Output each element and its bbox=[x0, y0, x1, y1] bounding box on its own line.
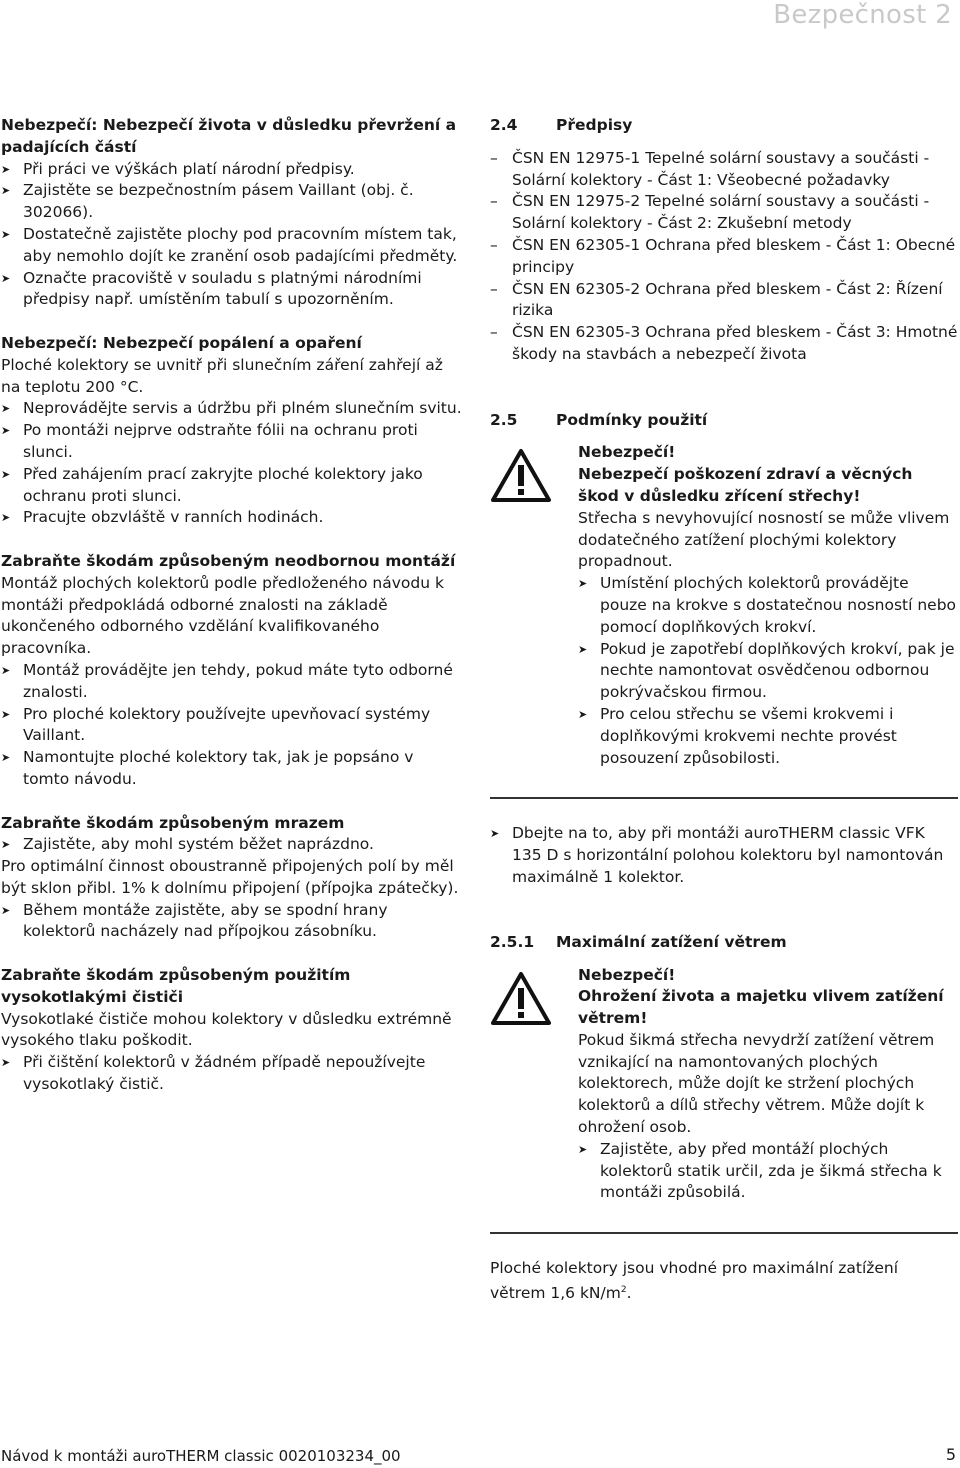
warning-text: Pokud šikmá střecha nevydrží zatížení větrem vznikající na namontovaných plochých kolektorech, může dojít ke stržení plochých kolektorů a dílů střechy větrem. Může dojít k ohrožení osob. bbox=[578, 1030, 935, 1137]
bullet-item: ➤ Umístění plochých kolektorů provádějte pouze na krokve s dostatečnou nosností nebo pomocí doplňkových krokví. bbox=[578, 573, 958, 638]
warning-label: Nebezpečí! bbox=[578, 965, 676, 984]
bullet-item: ➤ Při práci ve výškách platí národní předpisy. bbox=[1, 159, 463, 181]
footer-document-title: Návod k montáži auroTHERM classic 0020103234_00 bbox=[1, 1447, 401, 1465]
warning-title: Nebezpečí poškození zdraví a věcných škod v důsledku zřícení střechy! bbox=[578, 465, 913, 505]
regulation-item: – ČSN EN 62305-1 Ochrana před bleskem - Část 1: Obecné principy bbox=[490, 235, 958, 279]
regulation-item: – ČSN EN 62305-3 Ochrana před bleskem - Část 3: Hmotné škody na stavbách a nebezpečí života bbox=[490, 322, 958, 366]
bullet-item: ➤ Po montáži nejprve odstraňte fólii na ochranu proti slunci. bbox=[1, 420, 463, 464]
closing-text-end: . bbox=[626, 1284, 632, 1303]
section-title: Nebezpečí: Nebezpečí popálení a opaření bbox=[1, 333, 362, 352]
warning-triangle-icon bbox=[490, 965, 578, 1205]
section-heading-text: Maximální zatížení větrem bbox=[556, 932, 787, 951]
section-heading bbox=[490, 410, 958, 432]
closing-text-main: Ploché kolektory jsou vhodné pro maximální zatížení větrem 1,6 kN/m bbox=[490, 1259, 899, 1303]
bullet-item: ➤ Během montáže zajistěte, aby se spodní hrany kolektorů nacházely nad přípojkou zásobníku. bbox=[1, 900, 463, 944]
bullet-item: ➤ Zajistěte se bezpečnostním pásem Vaillant (obj. č. 302066). bbox=[1, 180, 463, 224]
danger-notice-wind bbox=[490, 965, 958, 1205]
danger-notice-roof bbox=[490, 442, 958, 769]
bullet-item: ➤ Označte pracoviště v souladu s platnými národními předpisy např. umístěním tabulí s upozorněním. bbox=[1, 268, 463, 312]
section-text: Montáž plochých kolektorů podle předloženého návodu k montáži předpokládá odborné znalosti na základě ukončeného odborného vzdělání kvalifikovaného pracovníka. bbox=[1, 573, 444, 658]
section-heading bbox=[490, 115, 958, 137]
bullet-item: ➤ Pro celou střechu se všemi krokvemi i doplňkovými krokvemi nechte provést posouzení způsobilosti. bbox=[578, 704, 958, 769]
warning-text: Střecha s nevyhovující nosností se může vlivem dodatečného zatížení plochými kolektory propadnout. bbox=[578, 508, 950, 571]
section-number: 2.5.1 bbox=[490, 932, 535, 951]
section-heading bbox=[490, 932, 958, 954]
page-header-title: Bezpečnost 2 bbox=[773, 0, 952, 30]
divider bbox=[490, 797, 958, 799]
section-text: Ploché kolektory se uvnitř při slunečním záření zahřejí až na teplotu 200 °C. bbox=[1, 355, 443, 396]
section-heading-text: Předpisy bbox=[556, 116, 633, 134]
closing-text bbox=[490, 1258, 958, 1305]
section-title: Nebezpečí: Nebezpečí života v důsledku převržení a padajících částí bbox=[1, 116, 457, 156]
bullet-item: ➤ Neprovádějte servis a údržbu při plném slunečním svitu. bbox=[1, 398, 463, 420]
bullet-item: ➤ Pro ploché kolektory používejte upevňovací systémy Vaillant. bbox=[1, 704, 463, 748]
section-title: Zabraňte škodám způsobeným mrazem bbox=[1, 813, 345, 832]
warning-falling bbox=[1, 115, 463, 311]
bullet-item: ➤ Dostatečně zajistěte plochy pod pracovním místem tak, aby nemohlo dojít ke zranění osob padajícími předměty. bbox=[1, 224, 463, 268]
caution-frost bbox=[1, 813, 463, 944]
bullet-item: ➤ Dbejte na to, aby při montáži auroTHERM classic VFK 135 D s horizontální polohou kolektoru byl namontován maximálně 1 kolektor. bbox=[490, 823, 958, 888]
left-column bbox=[1, 115, 463, 1118]
bullet-item: ➤ Před zahájením prací zakryjte ploché kolektory jako ochranu proti slunci. bbox=[1, 464, 463, 508]
caution-pressure-washer bbox=[1, 965, 463, 1096]
bullet-item: ➤ Namontujte ploché kolektory tak, jak je popsáno v tomto návodu. bbox=[1, 747, 463, 791]
section-number: 2.4 bbox=[490, 116, 518, 134]
bullet-item: ➤ Montáž provádějte jen tehdy, pokud máte tyto odborné znalosti. bbox=[1, 660, 463, 704]
regulation-item: – ČSN EN 12975-2 Tepelné solární soustavy a součásti - Solární kolektory - Část 2: Zkušební metody bbox=[490, 191, 958, 235]
section-text: Vysokotlaké čističe mohou kolektory v důsledku extrémně vysokého tlaku poškodit. bbox=[1, 1009, 452, 1050]
divider bbox=[490, 1232, 958, 1234]
footer-page-number: 5 bbox=[945, 1445, 956, 1464]
warning-burns bbox=[1, 333, 463, 529]
bullet-item: ➤ Zajistěte, aby mohl systém běžet naprázdno. bbox=[1, 834, 463, 856]
closing-text-superscript: 2 bbox=[620, 1285, 627, 1296]
right-column bbox=[490, 115, 958, 1305]
section-number: 2.5 bbox=[490, 410, 518, 429]
warning-triangle-icon bbox=[490, 442, 578, 769]
warning-title: Ohrožení života a majetku vlivem zatížení větrem! bbox=[578, 987, 944, 1028]
bullet-item: ➤ Pokud je zapotřebí doplňkových krokví, pak je nechte namontovat osvědčenou odbornou pokrývačskou firmou. bbox=[578, 639, 958, 704]
bullet-item: ➤ Zajistěte, aby před montáží plochých kolektorů statik určil, zda je šikmá střecha k montáži způsobilá. bbox=[578, 1139, 958, 1204]
regulation-item: – ČSN EN 12975-1 Tepelné solární soustavy a součásti - Solární kolektory - Část 1: Všeobecné požadavky bbox=[490, 148, 958, 192]
section-title: Zabraňte škodám způsobeným neodbornou montáží bbox=[1, 551, 456, 570]
caution-installation bbox=[1, 551, 463, 791]
section-wind-load bbox=[490, 932, 958, 1305]
section-title: Zabraňte škodám způsobeným použitím vysokotlakými čističi bbox=[1, 966, 351, 1006]
bullet-item: ➤ Při čištění kolektorů v žádném případě nepoužívejte vysokotlaký čistič. bbox=[1, 1052, 463, 1096]
section-conditions bbox=[490, 410, 958, 889]
bullet-item: ➤ Pracujte obzvláště v ranních hodinách. bbox=[1, 507, 463, 529]
regulation-item: – ČSN EN 62305-2 Ochrana před bleskem - Část 2: Řízení rizika bbox=[490, 279, 958, 323]
section-text: Pro optimální činnost oboustranně připojených polí by měl být sklon přibl. 1% k dolnímu připojení (přípojka zpátečky). bbox=[1, 857, 459, 897]
section-regulations bbox=[490, 115, 958, 366]
section-heading-text: Podmínky použití bbox=[556, 410, 708, 429]
warning-label: Nebezpečí! bbox=[578, 443, 676, 462]
